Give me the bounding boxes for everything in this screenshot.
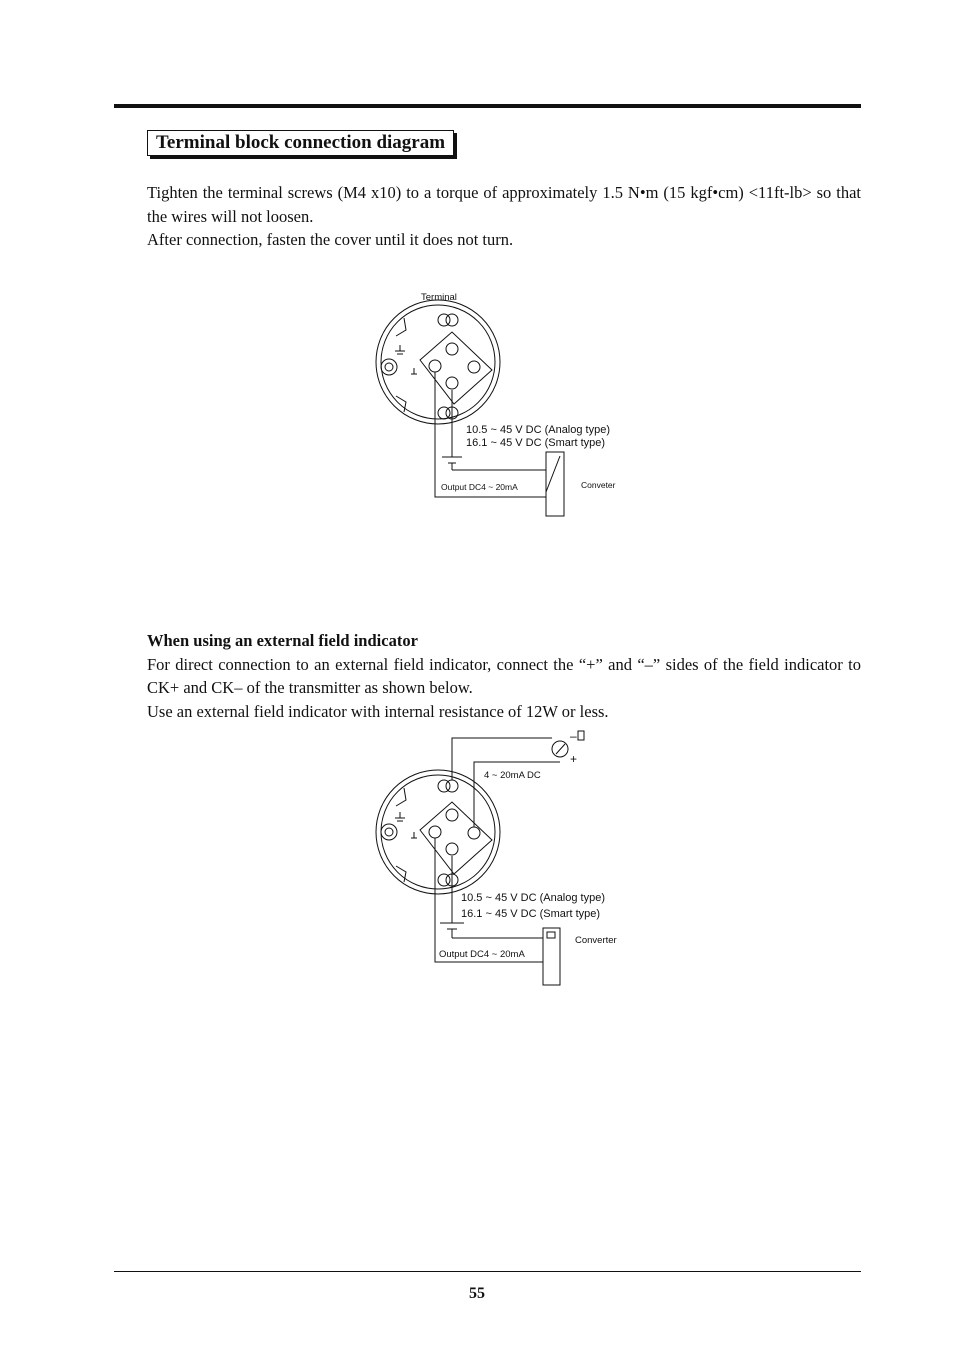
external-indicator-text-2: Use an external field indicator with internal resistance of 12W or less.	[147, 701, 609, 721]
indicator-plus-sign: +	[570, 752, 578, 766]
bottom-rule	[114, 1271, 861, 1272]
transmitter-body-2	[376, 770, 500, 894]
voltage-analog-label: 10.5 ~ 45 V DC (Analog type)	[466, 424, 610, 436]
ground-screw-icon-2	[381, 824, 397, 840]
external-indicator-heading: When using an external field indicator	[147, 631, 418, 650]
section-title-text: Terminal block connection diagram	[156, 132, 446, 153]
voltage-smart-label-2: 16.1 ~ 45 V DC (Smart type)	[461, 908, 601, 920]
terminal-label: Terminal	[421, 292, 457, 303]
intro-line-2: After connection, fasten the cover until it does not turn.	[147, 230, 514, 249]
converter-box-2	[543, 928, 560, 985]
indicator-minus-sign: –	[570, 729, 577, 743]
voltage-analog-label-2: 10.5 ~ 45 V DC (Analog type)	[461, 892, 605, 904]
external-indicator-text-1: For direct connection to an external field indicator, connect the “+” and “–” sides of the field indicator to CK+ and CK– of the transmitter as shown below.	[147, 654, 861, 697]
output-label-2: Output DC4 ~ 20mA	[439, 949, 525, 960]
converter-label: Conveter	[581, 480, 616, 490]
output-label: Output DC4 ~ 20mA	[441, 482, 518, 492]
voltage-smart-label: 16.1 ~ 45 V DC (Smart type)	[466, 437, 606, 449]
terminal-block-2	[420, 802, 492, 874]
page-number: 55	[469, 1285, 485, 1302]
converter-label-2: Converter	[575, 935, 617, 946]
intro-line-1: Tighten the terminal screws (M4 x10) to a torque of approximately 1.5 N•m (15 kgf•cm) <11ft-lb> so that the wires will not loosen.	[147, 183, 861, 226]
current-label: 4 ~ 20mA DC	[484, 770, 541, 781]
